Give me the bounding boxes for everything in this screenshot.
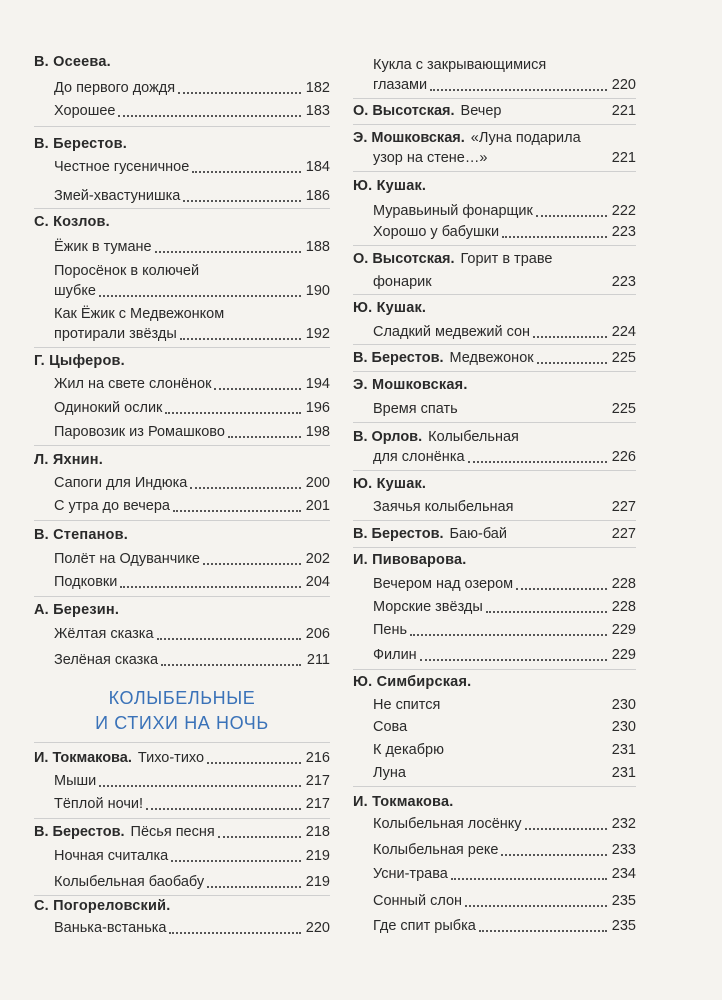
leader-dots <box>468 461 607 463</box>
author-heading: Ю. Кушак. <box>353 300 427 316</box>
toc-entry[interactable]: Змей-хвастунишка 186 <box>54 188 330 204</box>
leader-dots <box>99 785 301 787</box>
leader-dots <box>501 854 607 856</box>
leader-space <box>504 115 607 117</box>
author-heading: С. Козлов. <box>34 214 110 230</box>
author-heading: Ю. Симбирская. <box>353 674 472 690</box>
leader-dots <box>430 89 607 91</box>
leader-dots <box>536 215 607 217</box>
divider <box>34 818 330 819</box>
author-heading: В. Осеева. <box>34 54 111 70</box>
leader-dots <box>155 251 301 253</box>
leader-dots <box>479 930 607 932</box>
toc-entry[interactable]: Жил на свете слонёнок 194 <box>54 376 330 392</box>
toc-entry[interactable]: Колыбельная реке 233 <box>373 842 636 858</box>
author-heading: Ю. Кушак. <box>353 476 427 492</box>
divider <box>34 126 330 127</box>
toc-entry[interactable]: Ёжик в тумане 188 <box>54 239 330 255</box>
leader-space <box>510 538 607 540</box>
toc-entry[interactable]: узор на стене…» 221 <box>373 150 636 166</box>
toc-entry[interactable]: Пень 229 <box>373 622 636 638</box>
toc-entry[interactable]: Паровозик из Ромашково 198 <box>54 424 330 440</box>
leader-space <box>435 286 607 288</box>
leader-dots <box>451 878 607 880</box>
divider <box>353 294 636 295</box>
leader-dots <box>171 860 301 862</box>
leader-dots <box>207 762 301 764</box>
toc-entry[interactable]: К декабрю 231 <box>373 742 636 758</box>
toc-entry[interactable]: Время спать 225 <box>373 401 636 417</box>
toc-entry[interactable]: Филин 229 <box>373 647 636 663</box>
toc-entry[interactable]: Мыши 217 <box>54 773 330 789</box>
leader-dots <box>146 808 301 810</box>
toc-entry[interactable]: Усни-трава 234 <box>373 866 636 882</box>
toc-entry[interactable]: Жёлтая сказка 206 <box>54 626 330 642</box>
leader-space <box>443 709 607 711</box>
toc-entry[interactable]: фонарик 223 <box>373 274 636 290</box>
leader-dots <box>118 115 301 117</box>
toc-entry-line1: Кукла с закрывающимися <box>373 57 547 73</box>
divider <box>353 371 636 372</box>
leader-dots <box>157 638 301 640</box>
author-heading: А. Березин. <box>34 602 120 618</box>
leader-dots <box>228 436 301 438</box>
toc-entry[interactable]: В. Берестов. Медвежонок 225 <box>353 350 636 366</box>
toc-entry[interactable]: Колыбельная баобабу 219 <box>54 874 330 890</box>
toc-entry[interactable]: Хорошее 183 <box>54 103 330 119</box>
toc-entry-line1: Поросёнок в колючей <box>54 263 200 279</box>
toc-entry[interactable]: Хорошо у бабушки 223 <box>373 224 636 240</box>
toc-entry[interactable]: С утра до вечера 201 <box>54 498 330 514</box>
divider <box>353 245 636 246</box>
divider <box>353 98 636 99</box>
leader-dots <box>161 664 301 666</box>
author-heading: Э. Мошковская. <box>353 377 468 393</box>
leader-dots <box>502 236 607 238</box>
divider <box>353 422 636 423</box>
divider <box>353 470 636 471</box>
leader-dots <box>207 886 301 888</box>
toc-entry[interactable]: глазами 220 <box>373 77 636 93</box>
toc-entry-line1: О. Высотская. Горит в траве <box>353 251 553 267</box>
toc-entry[interactable]: шубке 190 <box>54 283 330 299</box>
author-heading: Ю. Кушак. <box>353 178 427 194</box>
toc-entry[interactable]: Муравьиный фонарщик 222 <box>373 203 636 219</box>
author-heading: И. Пивоварова. <box>353 552 467 568</box>
toc-entry-line1: Как Ёжик с Медвежонком <box>54 306 225 322</box>
toc-entry[interactable]: протирали звёзды 192 <box>54 326 330 342</box>
toc-entry[interactable]: До первого дождя 182 <box>54 80 330 96</box>
author-heading: Г. Цыферов. <box>34 353 125 369</box>
divider <box>34 445 330 446</box>
divider <box>353 124 636 125</box>
author-heading: В. Степанов. <box>34 527 128 543</box>
leader-dots <box>178 92 301 94</box>
leader-space <box>461 413 607 415</box>
toc-entry[interactable]: Вечером над озером 228 <box>373 576 636 592</box>
leader-space <box>409 777 607 779</box>
divider <box>353 547 636 548</box>
author-heading: С. Погореловский. <box>34 898 171 914</box>
divider <box>34 742 330 743</box>
divider <box>34 520 330 521</box>
toc-entry[interactable]: Одинокий ослик 196 <box>54 400 330 416</box>
leader-dots <box>410 634 607 636</box>
toc-entry[interactable]: Полёт на Одуванчике 202 <box>54 551 330 567</box>
leader-dots <box>465 905 607 907</box>
author-heading: В. Берестов. <box>34 136 127 152</box>
toc-entry[interactable]: Тёплой ночи! 217 <box>54 796 330 812</box>
leader-dots <box>120 586 301 588</box>
toc-entry[interactable]: Сладкий медвежий сон 224 <box>373 324 636 340</box>
toc-entry[interactable]: Сова 230 <box>373 719 636 735</box>
leader-dots <box>180 338 301 340</box>
leader-dots <box>420 659 607 661</box>
divider <box>353 786 636 787</box>
divider <box>34 596 330 597</box>
toc-entry[interactable]: Ночная считалка 219 <box>54 848 330 864</box>
toc-entry[interactable]: Подковки 204 <box>54 574 330 590</box>
divider <box>34 208 330 209</box>
leader-space <box>516 511 607 513</box>
divider <box>353 171 636 172</box>
leader-dots <box>486 611 607 613</box>
leader-dots <box>203 563 301 565</box>
toc-entry[interactable]: Где спит рыбка 235 <box>373 918 636 934</box>
toc-entry[interactable]: О. Высотская. Вечер 221 <box>353 103 636 119</box>
toc-entry[interactable]: Не спится 230 <box>373 697 636 713</box>
toc-entry[interactable]: Ванька-встанька 220 <box>54 920 330 936</box>
author-heading: Л. Яхнин. <box>34 452 103 468</box>
toc-entry[interactable]: Зелёная сказка 211 <box>54 652 330 668</box>
toc-entry[interactable]: Луна 231 <box>373 765 636 781</box>
leader-dots <box>525 828 607 830</box>
leader-dots <box>516 588 607 590</box>
toc-entry[interactable]: Морские звёзды 228 <box>373 599 636 615</box>
leader-dots <box>537 362 607 364</box>
leader-space <box>490 162 607 164</box>
divider <box>353 669 636 670</box>
toc-entry[interactable]: для слонёнка 226 <box>373 449 636 465</box>
leader-dots <box>192 171 301 173</box>
leader-dots <box>183 200 301 202</box>
leader-dots <box>173 510 301 512</box>
toc-entry[interactable]: И. Токмакова. Тихо-тихо 216 <box>34 750 330 766</box>
toc-entry[interactable]: Сонный слон 235 <box>373 893 636 909</box>
leader-dots <box>165 412 301 414</box>
toc-entry[interactable]: В. Берестов. Пёсья песня 218 <box>34 824 330 840</box>
leader-dots <box>190 487 301 489</box>
toc-entry[interactable]: Сапоги для Индюка 200 <box>54 475 330 491</box>
leader-dots <box>218 836 301 838</box>
divider <box>34 347 330 348</box>
leader-dots <box>533 336 607 338</box>
leader-space <box>447 754 607 756</box>
author-heading: И. Токмакова. <box>353 794 454 810</box>
leader-dots <box>99 295 301 297</box>
toc-entry[interactable]: Заячья колыбельная 227 <box>373 499 636 515</box>
toc-entry[interactable]: Честное гусеничное 184 <box>54 159 330 175</box>
section-heading-line2: И СТИХИ НА НОЧЬ <box>95 713 269 733</box>
divider <box>353 344 636 345</box>
toc-entry[interactable]: Колыбельная лосёнку 232 <box>373 816 636 832</box>
toc-entry[interactable]: В. Берестов. Баю-бай 227 <box>353 526 636 542</box>
toc-entry-line1: Э. Мошковская. «Луна подарила <box>353 130 581 146</box>
section-heading-line1: КОЛЫБЕЛЬНЫЕ <box>108 688 256 708</box>
leader-dots <box>214 388 301 390</box>
divider <box>353 520 636 521</box>
leader-dots <box>169 932 301 934</box>
leader-space <box>410 731 607 733</box>
toc-entry-line1: В. Орлов. Колыбельная <box>353 429 519 445</box>
